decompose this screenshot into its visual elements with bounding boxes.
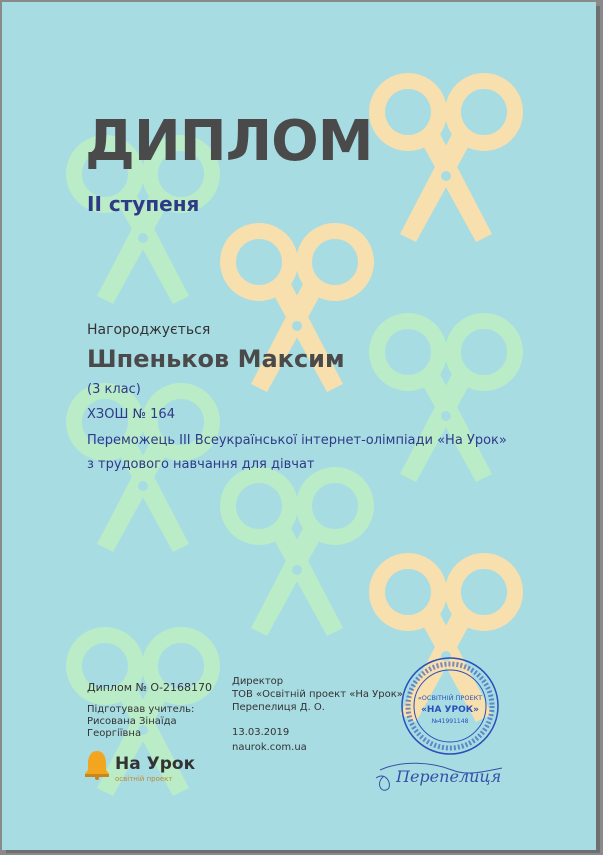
school-text: ХЗОШ № 164 [87,407,175,422]
teacher-name-line-2: Георгіївна [87,728,142,739]
organization-name: ТОВ «Освітній проект «На Урок» [232,689,403,700]
stamp-line-1: «ОСВІТНІЙ ПРОЕКТ [417,694,483,702]
scissors-icon [377,321,515,482]
achievement-line-1: Переможець ІІІ Всеукраїнської інтернет-олімпіади «На Урок» [87,433,507,448]
signature-text: Перепелиця [396,767,502,786]
scissors-icon [228,475,366,636]
grade-text: (3 клас) [87,382,141,397]
diploma-title: ДИПЛОМ [85,109,373,174]
stamp-line-2: «НА УРОК» [421,705,479,715]
teacher-name-line-1: Рисована Зінаїда [87,716,177,727]
diploma-degree: ІІ ступеня [87,192,200,216]
website-link[interactable]: naurok.com.ua [232,742,307,753]
director-name: Перепелиця Д. О. [232,702,325,713]
diploma-page [2,2,596,850]
bell-logo-icon [82,748,112,780]
director-label: Директор [232,676,284,687]
signature [372,740,512,796]
logo-tagline: освітній проект [115,775,173,783]
scissors-icon [377,81,515,242]
logo-name: На Урок [115,754,196,774]
achievement-line-2: з трудового навчання для дівчат [87,457,315,472]
recipient-name: Шпеньков Максим [87,345,345,373]
stamp-code: №41991148 [431,718,469,725]
awarded-label: Нагороджується [87,322,211,338]
issue-date: 13.03.2019 [232,727,290,738]
page-shadow-right [596,6,600,852]
diploma-number: Диплом № О-2168170 [87,681,213,694]
page-shadow-bottom [6,850,600,853]
teacher-label: Підготував учитель: [87,704,195,715]
